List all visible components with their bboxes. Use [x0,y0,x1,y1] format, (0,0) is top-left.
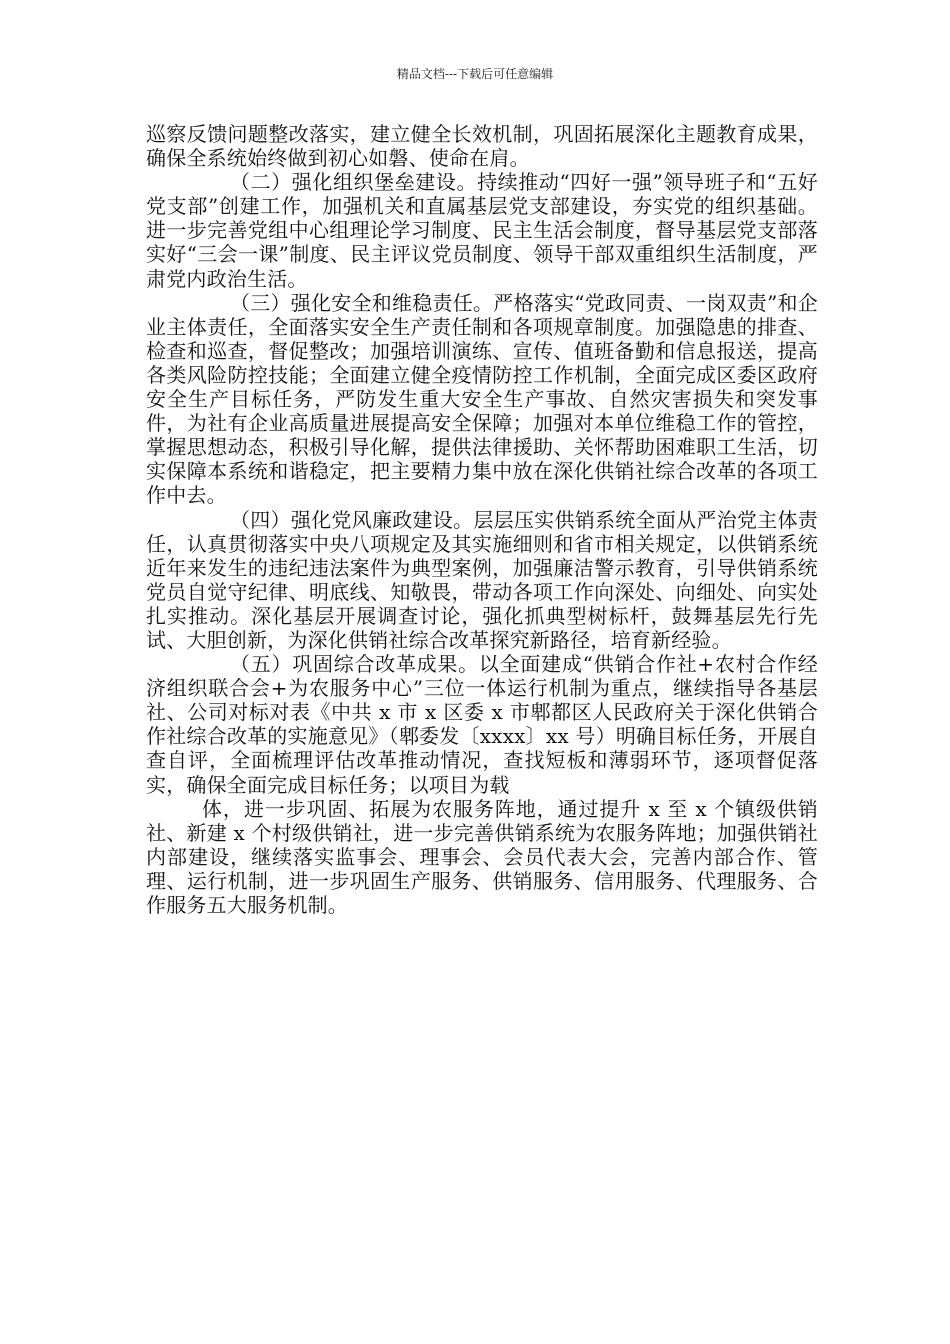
paragraph-section-2: （二）强化组织堡垒建设。持续推动“四好一强”领导班子和“五好党支部”创建工作，加强机关和直属基层党支部建设，夯实党的组织基础。进一步完善党组中心组理论学习制度、民主生活会制度，督导基层党支部落实好“三会一课”制度、民主评议党员制度、领导干部双重组织生活制度，严肃党内政治生活。 [146,170,818,291]
document-body [146,122,818,917]
page-header: 精品文档---下载后可任意编辑 [396,67,554,81]
paragraph-continuation: 体，进一步巩固、拓展为农服务阵地，通过提升 x 至 x 个镇级供销社、新建 x 个村级供销社，进一步完善供销系统为农服务阵地；加强供销社内部建设，继续落实监事会、理事会、会员代表大会，完善内部合作、管理、运行机制，进一步巩固生产服务、供销服务、信用服务、代理服务、合作服务五大服务机制。 [146,796,818,917]
paragraph-section-3: （三）强化安全和维稳责任。严格落实“党政同责、一岗双责”和企业主体责任，全面落实安全生产责任制和各项规章制度。加强隐患的排查、检查和巡查，督促整改；加强培训演练、宣传、值班备勤和信息报送，提高各类风险防控技能；全面建立健全疫情防控工作机制，全面完成区委区政府安全生产目标任务，严防发生重大安全生产事故、自然灾害损失和突发事件，为社有企业高质量进展提高安全保障；加强对本单位维稳工作的管控，掌握思想动态，积极引导化解，提供法律援助、关怀帮助困难职工生活，切实保障本系统和谐稳定，把主要精力集中放在深化供销社综合改革的各项工作中去。 [146,290,818,508]
paragraph-section-5: （五）巩固综合改革成果。以全面建成“供销合作社+农村合作经济组织联合会+为农服务中心”三位一体运行机制为重点，继续指导各基层社、公司对标对表《中共 x 市 x 区委 x 市郫都区人民政府关于深化供销合作社综合改革的实施意见》（郫委发〔xxxx〕xx 号）明确目标任务，开展自查自评，全面梳理评估改革推动情况，查找短板和薄弱环节，逐项督促落实，确保全面完成目标任务；以项目为载 [146,652,818,797]
paragraph-intro: 巡察反馈问题整改落实，建立健全长效机制，巩固拓展深化主题教育成果，确保全系统始终做到初心如磐、使命在肩。 [146,122,818,171]
paragraph-section-4: （四）强化党风廉政建设。层层压实供销系统全面从严治党主体责任，认真贯彻落实中央八项规定及其实施细则和省市相关规定，以供销系统近年来发生的违纪违法案件为典型案例，加强廉洁警示教育，引导供销系统党员自觉守纪律、明底线、知敬畏，带动各项工作向深处、向细处、向实处扎实推动。深化基层开展调查讨论，强化抓典型树标杆，鼓舞基层先行先试、大胆创新，为深化供销社综合改革探究新路径，培育新经验。 [146,507,818,652]
